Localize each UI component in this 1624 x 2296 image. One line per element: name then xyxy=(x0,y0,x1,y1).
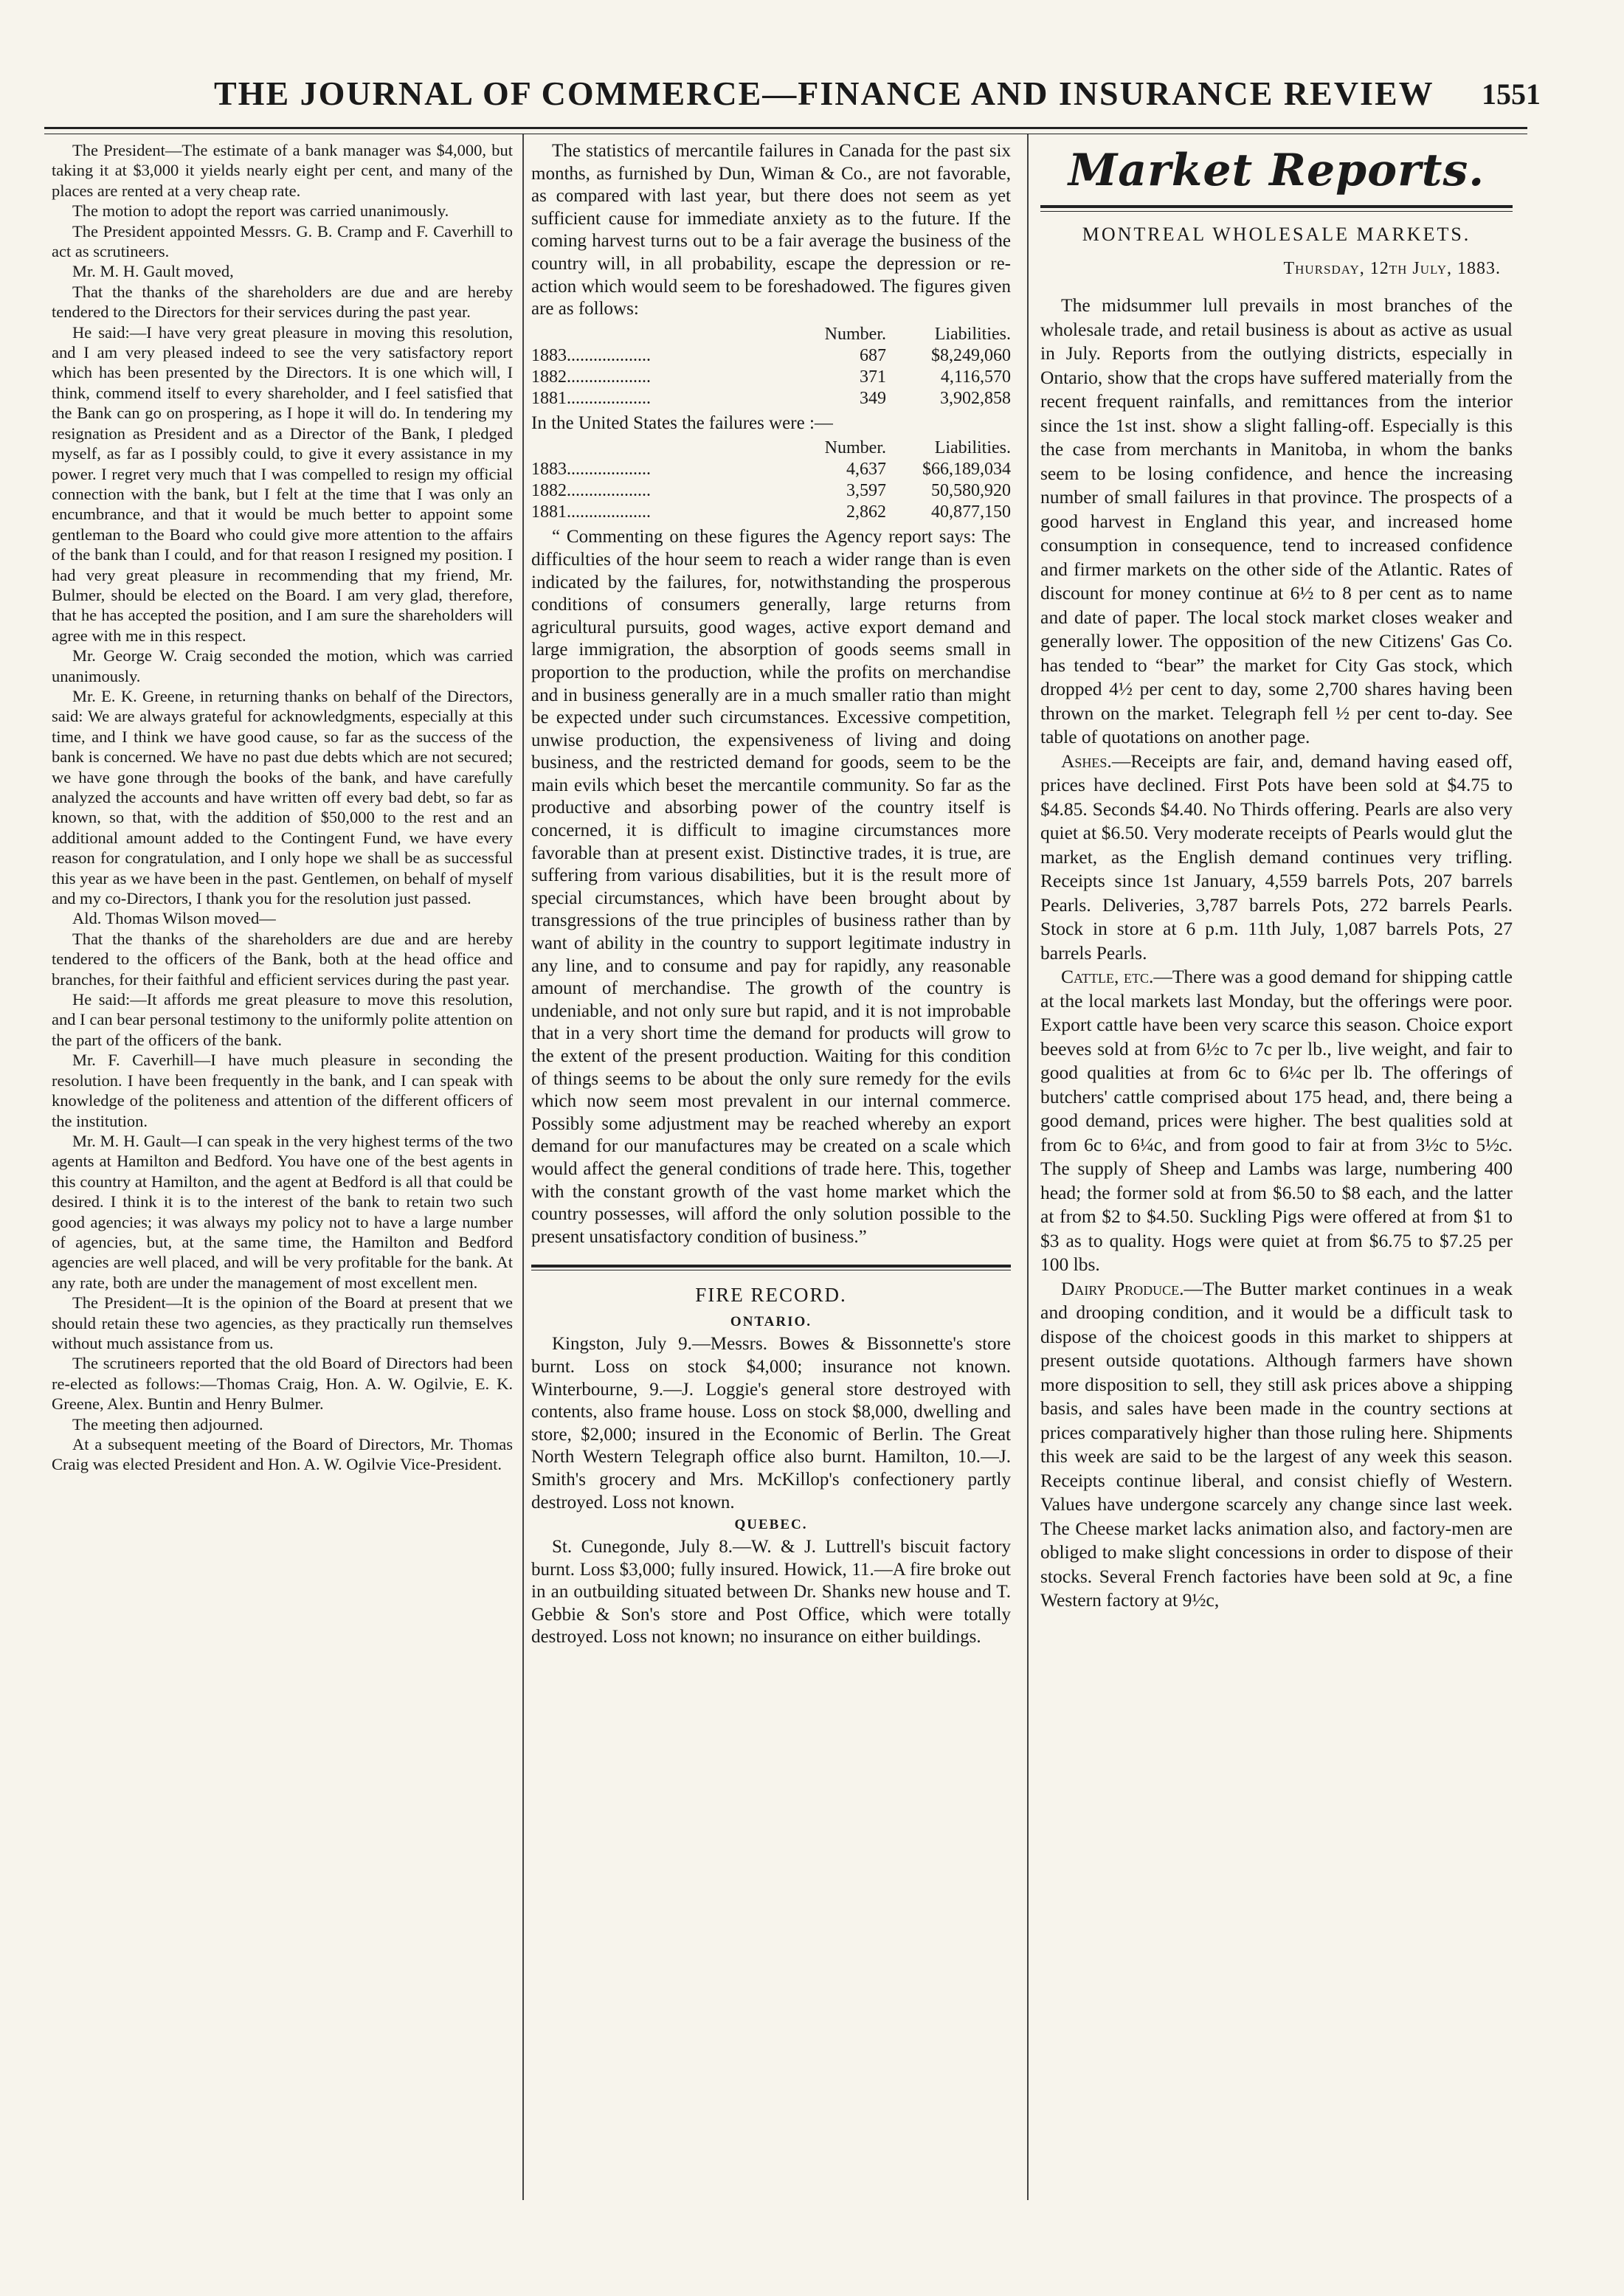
ashes-report xyxy=(1040,750,1513,966)
paragraph: The President—The estimate of a bank manager was $4,000, but taking it at $3,000 it yields nearly eight per cent, and many of the places are rented at a very cheap rate. xyxy=(52,141,513,200)
year-cell: 1882................... xyxy=(531,481,651,501)
header-liabilities: Liabilities. xyxy=(934,438,1011,458)
header-liabilities: Liabilities. xyxy=(934,324,1011,344)
column-failures-fire-record xyxy=(531,140,1011,2206)
paragraph: That the thanks of the shareholders are due and are hereby tendered to the Directors for their services during the past year. xyxy=(52,282,513,322)
us-failures-table xyxy=(531,438,1011,523)
column-divider-2 xyxy=(1027,134,1029,2200)
journal-title: THE JOURNAL OF COMMERCE—FINANCE AND INSURANCE REVIEW xyxy=(214,75,1434,112)
number-cell: 3,597 xyxy=(846,481,886,501)
year: 1882 xyxy=(531,367,567,387)
paragraph: Mr. F. Caverhill—I have much pleasure in seconding the resolution. I have been frequently in the bank, and I can speak with knowledge of the politeness and attention of the different officers of the institution. xyxy=(52,1051,513,1130)
title-rule xyxy=(1040,205,1513,212)
liabilities-cell: 4,116,570 xyxy=(940,367,1011,387)
column-divider-1 xyxy=(522,134,524,2200)
table-row xyxy=(531,459,1011,480)
table-row xyxy=(531,502,1011,523)
paragraph: Mr. George W. Craig seconded the motion, which was carried unanimously. xyxy=(52,646,513,685)
us-failures-intro: In the United States the failures were :— xyxy=(531,412,833,433)
paragraph: He said:—I have very great pleasure in moving this resolution, and I am very pleased indeed to see the very satisfactory report which has been presented by the Directors. It is one which will, I think, commend itself to every shareholder, and I feel satisfied that the Bank can go on prospering, as I hope it will do. In tendering my resignation as President and as a Director of the Bank, I pledged myself, as far as I possibly could, to give it every assistance in my power. I regret very much that I was compelled to resign my official connection with the bank, but I felt at the time that I was only an encumbrance, and that it would be much better to appoint some gentleman to the Board who could give more attention to the affairs of the bank than I could, and for that reason I resigned my position. I had very great pleasure in recommending that my friend, Mr. Bulmer, should be elected on the Board. I am very glad, therefore, that he has accepted the position, and I am sure the shareholders will agree with me in this respect. xyxy=(52,322,513,645)
paragraph: The President—It is the opinion of the Board at present that we should retain these two agencies, as they practically run themselves without much assistance from us. xyxy=(52,1293,513,1352)
number-cell: 4,637 xyxy=(846,460,886,480)
paragraph: The scrutineers reported that the old Board of Directors had been re-elected as follows:—Thomas Craig, Hon. A. W. Ogilvie, E. K. Greene, Alex. Buntin and Henry Bulmer. xyxy=(52,1354,513,1414)
number-cell: 349 xyxy=(860,388,886,408)
table-row xyxy=(531,345,1011,367)
year-cell: 1882................... xyxy=(531,367,651,387)
table-row xyxy=(531,388,1011,409)
year-cell: 1883................... xyxy=(531,460,651,480)
column-bank-meeting xyxy=(52,140,513,2206)
quebec-fires: St. Cunegonde, July 8.—W. & J. Luttrell's biscuit factory burnt. Loss $3,000; fully insured. Howick, 11.—A fire broke out in an outbuilding situated between Dr. Shanks new house and T. Gebbie & Son's store and Post Office, which were totally destroyed. Loss not known; no insurance on either buildings. xyxy=(531,1537,1011,1647)
ashes-label: Ashes. xyxy=(1061,750,1112,772)
table-row xyxy=(531,480,1011,502)
cattle-label: Cattle, etc. xyxy=(1061,966,1154,987)
table-header-row xyxy=(531,324,1011,345)
ontario-fires: Kingston, July 9.—Messrs. Bowes & Bissonnette's store burnt. Loss on stock $4,000; insurance not known. Winterbourne, 9.—J. Loggie's general store destroyed with contents, also frame house. Loss on stock $8,000, dwelling and store, $2,000; insured in the Economic of Berlin. The Great North Western Telegraph office also burnt. Hamilton, 10.—J. Smith's grocery and Mrs. McKillop's confectionery partly destroyed. Loss not known. xyxy=(531,1334,1011,1512)
header-number: Number. xyxy=(824,438,886,458)
fire-record-heading: FIRE RECORD. xyxy=(695,1284,847,1307)
table-row xyxy=(531,367,1011,388)
section-rule xyxy=(531,1265,1011,1270)
liabilities-cell: 50,580,920 xyxy=(931,481,1011,501)
liabilities-cell: 40,877,150 xyxy=(931,502,1011,522)
paragraph: Mr. M. H. Gault—I can speak in the very highest terms of the two agents at Hamilton and Bedford. You have one of the best agents in this country at Hamilton, and the agent at Bedford is all that could be desired. I think it is to the interest of the bank to retain two such good agencies; it was always my policy not to have a large number of agencies, but, at the same time, the Hamilton and Bedford agencies are well placed, and will be very profitable for the bank. At any rate, both are under the management of most excellent men. xyxy=(52,1131,513,1292)
year: 1883 xyxy=(531,345,567,365)
number-cell: 687 xyxy=(860,345,886,365)
table-header-row xyxy=(531,438,1011,459)
year-cell: 1883................... xyxy=(531,345,651,365)
header-number: Number. xyxy=(824,324,886,344)
failures-intro: The statistics of mercantile failures in Canada for the past six months, as furnished by Dun, Wiman & Co., are not favorable, as compared with last year, but there does not seem as yet sufficient cause for immediate anxiety as to the future. If the coming harvest turns out to be a fair average the business of the country will, in all probability, escape the depression or re-action which would seem to be foreshadowed. The figures given are as follows: xyxy=(531,141,1011,319)
quebec-heading: QUEBEC. xyxy=(734,1517,808,1533)
ontario-heading: ONTARIO. xyxy=(730,1314,812,1330)
liabilities-cell: 3,902,858 xyxy=(940,388,1011,408)
liabilities-cell: $66,189,034 xyxy=(922,460,1011,480)
page-number: 1551 xyxy=(1482,77,1541,111)
montreal-markets-heading: MONTREAL WHOLESALE MARKETS. xyxy=(1082,224,1471,245)
paragraph: He said:—It affords me great pleasure to move this resolution, and I can bear personal testimony to the uniformly polite attention on the part of the officers of the bank. xyxy=(52,990,513,1049)
market-reports-title: Market Reports. xyxy=(1068,145,1485,196)
year: 1881 xyxy=(531,502,567,522)
paragraph: At a subsequent meeting of the Board of Directors, Mr. Thomas Craig was elected President and Hon. A. W. Ogilvie Vice-President. xyxy=(52,1435,513,1474)
year-cell: 1881................... xyxy=(531,388,651,408)
paragraph: Ald. Thomas Wilson moved— xyxy=(72,909,276,928)
canada-failures-table xyxy=(531,324,1011,409)
dairy-label: Dairy Produce. xyxy=(1061,1277,1184,1299)
dairy-text: —The Butter market continues in a weak and drooping condition, and it would be a difficult task to dispose of the choicest goods in this market to shippers at present outside quotations. Although farmers have shown more disposition to sell, they still ask prices above a shipping basis, and sales have been made in the country sections at prices comparatively higher than those ruling here. Shipments this week are said to be the largest of any week this season. Receipts continue liberal, and consist chiefly of Western. Values have undergone scarcely any change since last week. The Cheese market lacks animation also, and factory-men are obliged to make slight concessions in order to dispose of their stocks. Several French factories have been sold at 9c, a fine Western factory at 9½c, xyxy=(1040,1277,1513,1611)
header-rule xyxy=(44,127,1527,134)
market-intro: The midsummer lull prevails in most branches of the wholesale trade, and retail business is about as active as usual in July. Reports from the outlying districts, especially in Ontario, show that the crops have suffered materially from the recent frequent rainfalls, and remittances from the interior since the 1st inst. show a slight falling-off. Especially is this the case from merchants in Manitoba, in whom the banks seem to be losing confidence, and hence the increasing number of small failures in that province. The prospects of a good harvest in England this year, and increased home consumption in consequence, tend to increased confidence and firmer markets on the other side of the Atlantic. Rates of discount for money continue at 6½ to 8 per cent as to name and date of paper. The local stock market closes weaker and generally lower. The opposition of the new Citizens' Gas Co. has tended to “bear” the market for City Gas stock, which dropped 4½ per cent to day, some 2,700 shares having been thrown on the market. Telegraph fell ½ per cent to-day. See table of quotations on another page. xyxy=(1040,294,1513,747)
paragraph: Mr. E. K. Greene, in returning thanks on behalf of the Directors, said: We are always grateful for acknowledgments, especially at this time, and I think we have good cause, so far as the success of the bank is concerned. We have no past due debts which are not secured; we have gone through the books of the bank, and have carefully analyzed the accounts and have written off every bad debt, so far as known, so that, with the addition of $50,000 to the rest and an additional amount added to the Contingent Fund, we have every reason for congratulation, and I only hope we shall be as successful this year as we have been in the past. Gentlemen, on behalf of myself and my co-Directors, I thank you for the resolution just passed. xyxy=(52,686,513,908)
paragraph: The meeting then adjourned. xyxy=(72,1414,263,1434)
dairy-report xyxy=(1040,1277,1513,1613)
number-cell: 2,862 xyxy=(846,502,886,522)
report-date: Thursday, 12th July, 1883. xyxy=(1283,259,1501,278)
liabilities-cell: $8,249,060 xyxy=(931,345,1011,365)
year: 1881 xyxy=(531,388,567,408)
ashes-text: —Receipts are fair, and, demand having eased off, prices have declined. First Pots have been sold at $4.75 to $4.85. Seconds $4.40. No Thirds offering. Pearls are also very quiet at $6.50. Very moderate receipts of Pearls would glut the market, as the English demand continues very trifling. Receipts since 1st January, 4,559 barrels Pots, 207 barrels Pearls. Deliveries, 3,787 barrels Pots, 272 barrels Pearls. Stock in store at 6 p.m. 11th July, 1,087 barrels Pots, 27 barrels Pearls. xyxy=(1040,750,1513,964)
paragraph: The motion to adopt the report was carried unanimously. xyxy=(72,201,449,221)
cattle-text: —There was a good demand for shipping cattle at the local markets last Monday, but the offerings were poor. Export cattle have been very scarce this season. Choice export beeves sold at from 6½c to 7c per lb., live weight, and fair to good qualities at from 6c to 6¼c per lb. The offerings of butchers' cattle comprised about 175 head, and, there being a good demand, prices were higher. The best qualities sold at from 6c to 6¼c, and from good to fair at from 3½c to 5½c. The supply of Sheep and Lambs was large, numbering 400 head; the former sold at from $6.50 to $8 each, and the latter at from $2 to $4.50. Suckling Pigs were offered at from $1 to $3 as to quality. Hogs were quiet at from $6.75 to $7.25 per 100 lbs. xyxy=(1040,966,1513,1275)
paragraph: Mr. M. H. Gault moved, xyxy=(72,262,234,281)
agency-commentary: “ Commenting on these figures the Agency report says: The difficulties of the hour seem to reach a wider range than is even indicated by the failures, for, notwithstanding the prosperous conditions of consumers generally, large returns from agricultural pursuits, good wages, active export demand and large immigration, the absorption of goods seems small in proportion to the production, while the profits on merchandise and in business generally are in a much smaller ratio than might be expected under such circumstances. Excessive competition, unwise production, the expensiveness of living and doing business, and the restricted demand for goods, seem to be the main evils which beset the mercantile community. So far as the productive and absorbing power of the country itself is concerned, it is difficult to imagine circumstances more favorable than at present exist. Distinctive trades, it is true, are suffering from various disabilities, but it is the result more of special circumstances, which have been brought about by transgressions of the true principles of business rather than by want of ability in the country to support legitimate industry in any line, and to consume and pay for rapidly, any reasonable amount of merchandise. The growth of the country is undeniable, and not only sure but rapid, and it is not improbable that in a very short time the demand for products will grow to the extent of the present production. Waiting for this condition of things seems to be about the only sure remedy for the evils which now seem most prevalent in our internal commerce. Possibly some adjustment may be reached whereby an export demand for our manufactures may be created on a scale which would affect the general conditions of trade here. This, together with the constant growth of the vast home market which the country possesses, will afford the only solution possible to the present unsatisfactory condition of business.” xyxy=(531,527,1011,1247)
cattle-report xyxy=(1040,965,1513,1277)
year: 1883 xyxy=(531,460,567,480)
paragraph: The President appointed Messrs. G. B. Cramp and F. Caverhill to act as scrutineers. xyxy=(52,221,513,261)
year: 1882 xyxy=(531,481,567,501)
column-market-reports xyxy=(1040,140,1513,2206)
paragraph: That the thanks of the shareholders are due and are hereby tendered to the officers of the Bank, both at the head office and branches, for their faithful and efficient services during the past year. xyxy=(52,929,513,989)
number-cell: 371 xyxy=(860,367,886,387)
year-cell: 1881................... xyxy=(531,502,651,522)
